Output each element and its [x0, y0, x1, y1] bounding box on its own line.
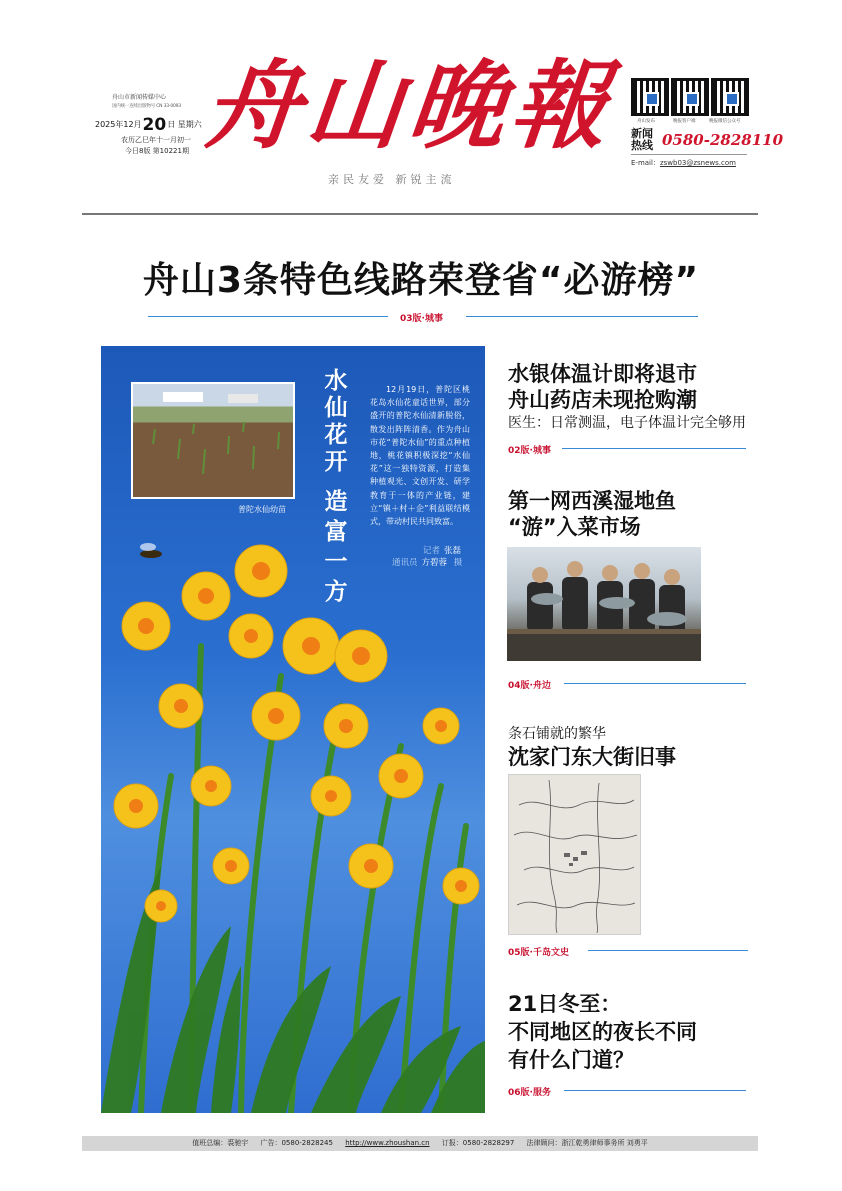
qr-caption: 晚报微信公众号 — [709, 119, 741, 124]
fishermen-illustration — [507, 547, 701, 661]
email-link[interactable]: zswb03@zsnews.com — [659, 159, 736, 167]
byline-role: 通讯员 — [392, 558, 418, 568]
inset-caption: 普陀水仙幼苗 — [238, 505, 286, 514]
qr-caption: 舟山发布 — [637, 119, 655, 124]
divider — [564, 683, 746, 684]
divider — [564, 1090, 746, 1091]
insect-icon — [140, 543, 162, 558]
divider — [466, 316, 698, 317]
story-headline[interactable]: 水银体温计即将退市 — [508, 362, 697, 386]
story-kicker: 条石铺就的繁华 — [508, 726, 606, 742]
byline-name: 方碧蓉 — [421, 558, 448, 568]
divider — [631, 154, 747, 155]
page-reference[interactable]: 03版·城事 — [400, 314, 443, 324]
seedlings-illustration — [133, 384, 293, 497]
page-reference[interactable]: 06版·服务 — [508, 1088, 551, 1098]
newspaper-logo: 舟山晚報 — [199, 49, 619, 162]
inset-photo[interactable] — [131, 382, 295, 499]
divider — [148, 316, 388, 317]
reporter-byline — [423, 544, 461, 556]
page-reference[interactable]: 05版·千岛文史 — [508, 948, 569, 958]
edition-info: 今日8版 第10221期 — [125, 147, 189, 155]
lunar-date: 农历乙巳年十一月初一 — [121, 136, 191, 144]
divider — [588, 950, 748, 951]
feature-title[interactable]: 水仙花开 — [324, 368, 348, 475]
slogan: 亲民友爱 新锐主流 — [328, 173, 456, 186]
hotline-number: 0580-2828110 — [662, 131, 784, 149]
story-headline[interactable]: 舟山药店未现抢购潮 — [508, 388, 697, 412]
publisher-registration: 国内统一连续出版物号 CN 33-0093 — [112, 104, 181, 109]
lead-headline[interactable]: 舟山3条特色线路荣登省“必游榜” — [142, 260, 700, 301]
legal-counsel: 法律顾问：浙江乾勇律师事务所 刘勇平 — [526, 1139, 648, 1147]
subscribe-phone: 订报：0580-2828297 — [441, 1139, 515, 1147]
qr-caption: 晚报客户端 — [673, 119, 696, 124]
divider — [562, 448, 746, 449]
hotline-label: 新闻热线 — [631, 127, 653, 152]
story-headline[interactable]: 21日冬至： — [508, 992, 622, 1016]
story-subhead: 医生：日常测温，电子体温计完全够用 — [508, 415, 746, 431]
correspondent-byline — [392, 556, 466, 568]
page-reference[interactable]: 02版·城事 — [508, 446, 551, 456]
date-suffix: 日 星期六 — [167, 120, 202, 129]
story-headline[interactable]: 沈家门东大街旧事 — [508, 745, 676, 769]
feature-title[interactable]: 造富一方 — [324, 489, 348, 605]
story-photo[interactable] — [507, 547, 701, 661]
story-headline[interactable]: 不同地区的夜长不同 — [508, 1020, 697, 1044]
website-link[interactable]: http://www.zhoushan.cn — [345, 1139, 430, 1147]
historic-map-illustration — [509, 775, 640, 934]
email — [631, 158, 736, 168]
feature-story: 12月19日，普陀区桃花岛水仙花童话世界，部分盛开的普陀水仙清新脱俗，散发出阵阵清香。作为舟山市花“普陀水仙”的重点种植地，桃花镇积极深挖“水仙花”这一独特资源，打造集种植观光、文创开发、研学教育于一体的产业链，建立“镇＋村＋企”利益联结模式，带动村民共同致富。 — [370, 385, 470, 527]
footer-bar — [82, 1136, 758, 1151]
masthead-divider — [82, 213, 758, 215]
qr-code-icon — [711, 78, 749, 116]
qr-code-icon — [671, 78, 709, 116]
issue-date — [95, 115, 202, 135]
date-day: 20 — [142, 115, 167, 135]
date-prefix: 2025年12月 — [95, 120, 142, 129]
story-photo[interactable] — [508, 774, 641, 935]
story-headline[interactable]: 有什么门道？ — [508, 1048, 634, 1072]
photo-credit: 摄 — [453, 558, 463, 568]
story-headline[interactable]: 第一网西溪湿地鱼 — [508, 489, 676, 513]
ad-phone: 广告：0580-2828245 — [260, 1139, 333, 1147]
byline-role: 记者 — [423, 546, 441, 556]
duty-editor: 值班总编：裘驰宇 — [192, 1139, 249, 1147]
email-label: E-mail： — [631, 159, 660, 167]
byline-name: 张磊 — [444, 546, 462, 556]
page-reference[interactable]: 04版·舟边 — [508, 681, 551, 691]
story-headline[interactable]: “游”入菜市场 — [508, 515, 641, 539]
qr-code-icon — [631, 78, 669, 116]
publisher-name: 舟山市新闻传媒中心 — [112, 94, 167, 101]
